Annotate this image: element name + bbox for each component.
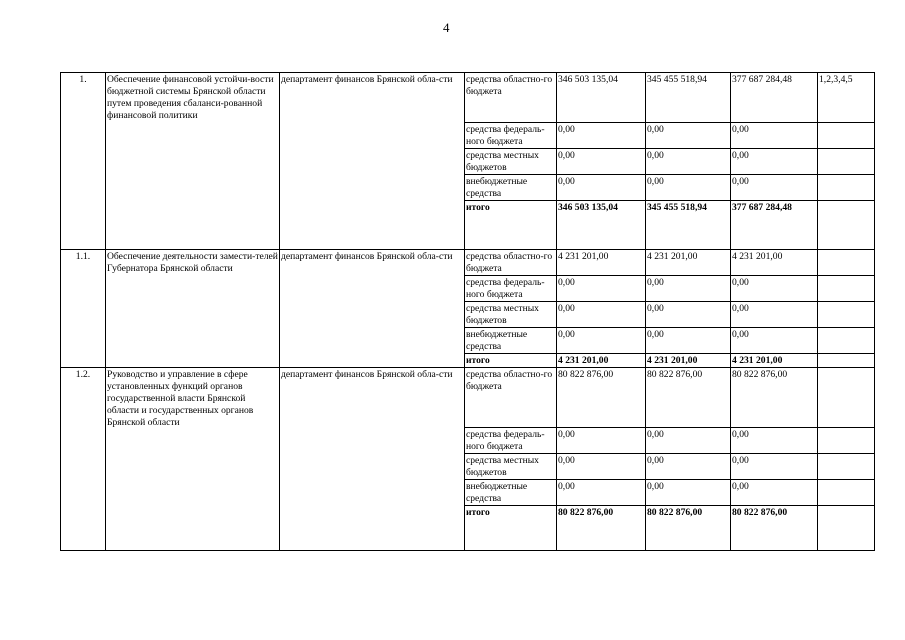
funding-value-v3: 0,00 [731, 123, 818, 149]
table-row [61, 250, 875, 276]
indicators [818, 328, 875, 354]
funding-value-v1: 0,00 [557, 454, 646, 480]
funding-value-v3: 4 231 201,00 [731, 354, 818, 368]
funding-value-v2: 0,00 [646, 123, 731, 149]
funding-source: средства областно-го бюджета [465, 250, 557, 276]
measure-name: Обеспечение деятельности замести-телей Губернатора Брянской области [106, 250, 280, 368]
funding-value-v2: 0,00 [646, 454, 731, 480]
indicators: 1,2,3,4,5 [818, 73, 875, 123]
funding-source: итого [465, 354, 557, 368]
funding-source: внебюджетные средства [465, 480, 557, 506]
funding-value-v2: 4 231 201,00 [646, 354, 731, 368]
funding-source: внебюджетные средства [465, 175, 557, 201]
row-number: 1.2. [61, 368, 106, 551]
funding-value-v1: 346 503 135,04 [557, 201, 646, 250]
indicators [818, 123, 875, 149]
funding-source: средства местных бюджетов [465, 302, 557, 328]
funding-value-v3: 80 822 876,00 [731, 368, 818, 428]
funding-value-v3: 0,00 [731, 276, 818, 302]
indicators [818, 149, 875, 175]
funding-value-v1: 4 231 201,00 [557, 250, 646, 276]
funding-value-v1: 0,00 [557, 302, 646, 328]
funding-value-v2: 0,00 [646, 480, 731, 506]
funding-value-v3: 0,00 [731, 480, 818, 506]
funding-value-v3: 80 822 876,00 [731, 506, 818, 551]
funding-value-v1: 80 822 876,00 [557, 368, 646, 428]
indicators [818, 368, 875, 428]
measure-name: Руководство и управление в сфере установленных функций органов государственной власти Брянской области и государственных органов Брянской области [106, 368, 280, 551]
indicators [818, 175, 875, 201]
funding-value-v1: 4 231 201,00 [557, 354, 646, 368]
indicators [818, 506, 875, 551]
funding-value-v2: 0,00 [646, 302, 731, 328]
indicators [818, 250, 875, 276]
indicators [818, 276, 875, 302]
funding-value-v1: 0,00 [557, 175, 646, 201]
funding-value-v3: 377 687 284,48 [731, 201, 818, 250]
funding-value-v1: 0,00 [557, 149, 646, 175]
funding-source: средства федераль-ного бюджета [465, 428, 557, 454]
funding-value-v1: 80 822 876,00 [557, 506, 646, 551]
funding-value-v1: 0,00 [557, 123, 646, 149]
funding-value-v2: 0,00 [646, 276, 731, 302]
funding-value-v3: 0,00 [731, 149, 818, 175]
funding-source: итого [465, 506, 557, 551]
funding-source: итого [465, 201, 557, 250]
funding-value-v1: 0,00 [557, 428, 646, 454]
funding-source: внебюджетные средства [465, 328, 557, 354]
funding-value-v2: 0,00 [646, 428, 731, 454]
executor: департамент финансов Брянской обла-сти [280, 73, 465, 250]
funding-value-v1: 346 503 135,04 [557, 73, 646, 123]
page-number: 4 [443, 20, 450, 35]
funding-source: средства федераль-ного бюджета [465, 123, 557, 149]
funding-source: средства областно-го бюджета [465, 73, 557, 123]
funding-value-v1: 0,00 [557, 480, 646, 506]
funding-value-v2: 0,00 [646, 149, 731, 175]
indicators [818, 354, 875, 368]
table-row [61, 368, 875, 428]
funding-value-v2: 345 455 518,94 [646, 201, 731, 250]
row-number: 1. [61, 73, 106, 250]
funding-value-v3: 0,00 [731, 328, 818, 354]
indicators [818, 201, 875, 250]
funding-value-v2: 345 455 518,94 [646, 73, 731, 123]
funding-value-v1: 0,00 [557, 276, 646, 302]
indicators [818, 454, 875, 480]
funding-value-v3: 0,00 [731, 302, 818, 328]
funding-value-v2: 80 822 876,00 [646, 506, 731, 551]
funding-source: средства федераль-ного бюджета [465, 276, 557, 302]
funding-source: средства местных бюджетов [465, 149, 557, 175]
funding-source: средства местных бюджетов [465, 454, 557, 480]
funding-value-v2: 0,00 [646, 175, 731, 201]
executor: департамент финансов Брянской обла-сти [280, 250, 465, 368]
executor: департамент финансов Брянской обла-сти [280, 368, 465, 551]
funding-value-v1: 0,00 [557, 328, 646, 354]
measure-name: Обеспечение финансовой устойчи-вости бюджетной системы Брянской области путем проведения сбаланси-рованной финансовой политики [106, 73, 280, 250]
table-row [61, 73, 875, 123]
row-number: 1.1. [61, 250, 106, 368]
indicators [818, 428, 875, 454]
funding-value-v2: 4 231 201,00 [646, 250, 731, 276]
budget-table [60, 72, 875, 551]
funding-value-v3: 0,00 [731, 175, 818, 201]
funding-value-v3: 4 231 201,00 [731, 250, 818, 276]
funding-value-v3: 0,00 [731, 454, 818, 480]
funding-value-v2: 0,00 [646, 328, 731, 354]
funding-value-v3: 0,00 [731, 428, 818, 454]
indicators [818, 480, 875, 506]
table-body [61, 73, 875, 551]
funding-value-v3: 377 687 284,48 [731, 73, 818, 123]
funding-value-v2: 80 822 876,00 [646, 368, 731, 428]
indicators [818, 302, 875, 328]
funding-source: средства областно-го бюджета [465, 368, 557, 428]
